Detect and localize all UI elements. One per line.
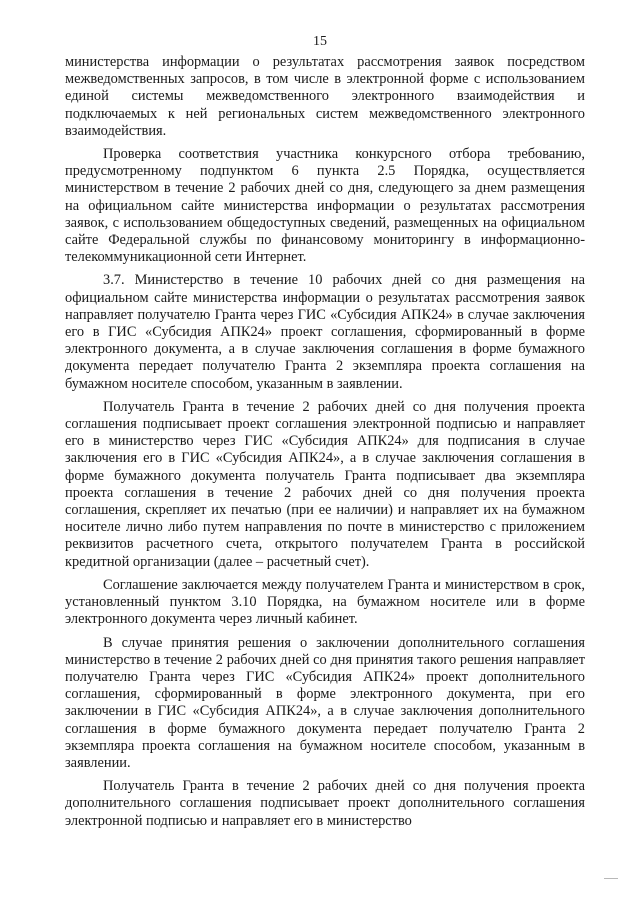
document-body — [65, 54, 585, 830]
paragraph-agreement-conclusion: Соглашение заключается между получателем Гранта и министерством в срок, установленный пунктом 3.10 Порядка, на бумажном носителе или в форме электронного документа через личный кабинет. — [65, 576, 585, 628]
page-number: 15 — [313, 34, 327, 49]
paragraph-clause-3-7: 3.7. Министерство в течение 10 рабочих дней со дня размещения на официальном сайте министерства информации о результатах рассмотрения заявок направляет получателю Гранта через ГИС «Субсидия АПК24» в случае заключения его в ГИС «Субсидия АПК24» проект соглашения, сформированный в форме электронного документа, а в случае заключения соглашения в форме бумажного документа передает получателю Гранта 2 экземпляра проекта соглашения на бумажном носителе способом, указанным в заявлении. — [65, 272, 585, 392]
paragraph-additional-signing: Получатель Гранта в течение 2 рабочих дней со дня получения проекта дополнительного соглашения подписывает проект дополнительного соглашения электронной подписью и направляет его в министерство — [65, 778, 585, 829]
paragraph-additional-agreement: В случае принятия решения о заключении дополнительного соглашения министерство в течение 2 рабочих дней со дня принятия такого решения направляет получателю Гранта через ГИС «Субсидия АПК24» проект дополнительного соглашения, сформированный в форме электронного документа, при его заключении в ГИС «Субсидия АПК24», а в случае заключения дополнительного соглашения в форме бумажного документа передает получателю Гранта 2 экземпляра проекта соглашения на бумажном носителе способом, указанным в заявлении. — [65, 634, 585, 771]
paragraph-eligibility-check: Проверка соответствия участника конкурсного отбора требованию, предусмотренному подпунктом 6 пункта 2.5 Порядка, осуществляется министерством в течение 2 рабочих дней со дня, следующего за днем размещения на официальном сайте министерства информации о результатах рассмотрения заявок, с использованием общедоступных сведений, размещенных на официальном сайте Федеральной службы по финансовому мониторингу в информационно-телекоммуникационной сети Интернет. — [65, 146, 585, 266]
paragraph-recipient-signing: Получатель Гранта в течение 2 рабочих дней со дня получения проекта соглашения подписывает проект соглашения электронной подписью и направляет его в министерство через ГИС «Субсидия АПК24» для подписания в случае заключения его в ГИС «Субсидия АПК24», а в случае заключения соглашения в форме бумажного документа получатель Гранта подписывает два экземпляра проекта соглашения в течение 2 рабочих дней со дня получения проекта соглашения, скрепляет их печатью (при ее наличии) и направляет их на бумажном носителе лично либо путем направления по почте в министерство с приложением реквизитов расчетного счета, открытого получателем Гранта в российской кредитной организации (далее – расчетный счет). — [65, 398, 585, 570]
paragraph-continuation: министерства информации о результатах рассмотрения заявок посредством межведомственных запросов, в том числе в электронной форме с использованием единой системы межведомственного электронного взаимодействия и подключаемых к ней региональных систем межведомственного электронного взаимодействия. — [65, 54, 585, 139]
scan-artifact — [604, 878, 618, 885]
